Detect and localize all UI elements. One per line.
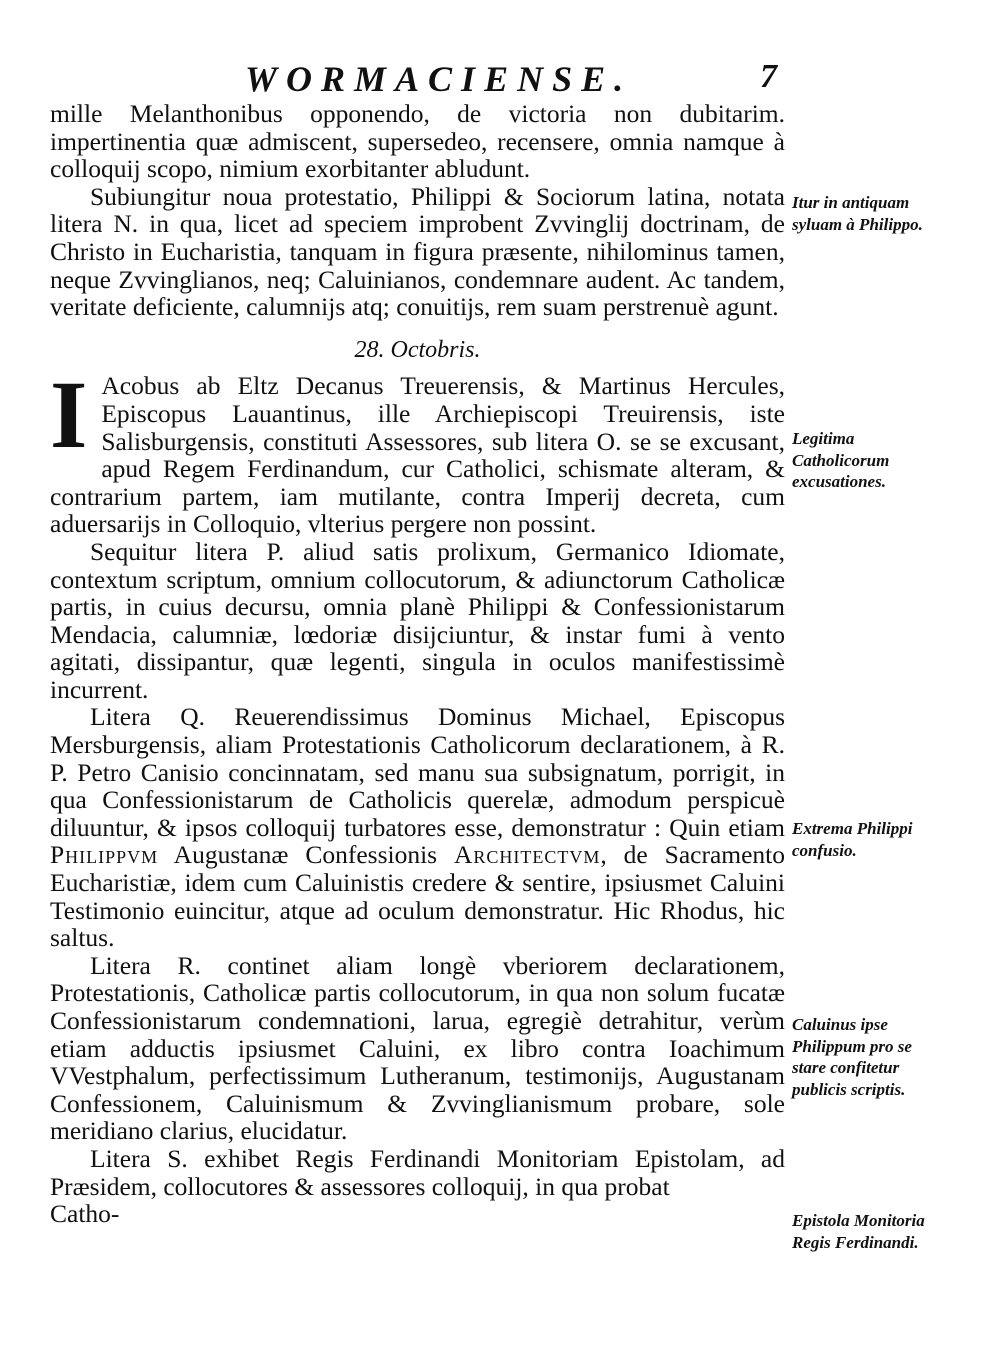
main-text [50,100,785,1228]
paragraph-litera-Q [50,703,785,951]
margin-note-caluinus: Caluinus ipse Philippum pro se stare confitetur publicis scriptis. [792,1015,912,1099]
architectum-smallcaps: Architectvm [453,840,601,870]
paragraph-litera-O [50,361,785,539]
paragraph-litera-P: Sequitur litera P. aliud satis prolixum, Germanico Idiomate, contextum scriptum, omnium collocutorum, & adiunctorum Catholicæ partis, in cuius decursu, omnia planè Philippi & Confessionistarum Mendacia, calumniæ, lœdoriæ disijciuntur, & instar fumi à vento agitati, dissipantur, quæ legenti, singula in oculos manifestissimè incurrent. [50,536,785,704]
page-number: 7 [760,58,777,95]
litera-Q-text-2: Augustanæ Confessionis [158,840,454,870]
philippum-smallcaps: Philippvm [50,840,159,870]
paragraph-litera-S: Litera S. exhibet Regis Ferdinandi Monitoriam Epistolam, ad Præsidem, collocutores & assessores colloquij, in qua probat [50,1143,785,1201]
litera-Q-text-3: , de Sacramento Eucharistiæ, idem cum Caluinistis credere & sentire, ipsiusmet Caluini Testimonio euincitur, atque ad oculum demonstratur. Hic Rhodus, hic saltus. [50,840,785,953]
paragraph-protestatio-N: Subiungitur noua protestatio, Philippi & Sociorum latina, notata litera N. in qua, licet ad speciem improbent Zvvinglij doctrinam, de Christo in Eucharistia, tanquam in figura præsente, nihilominus tamen, neque Zvvinglianos, neq; Caluinianos, condemnare audent. Ac tandem, veritate deficiente, calumnijs atq; conuitijs, rem suam perstrenuè agunt. [50,181,785,322]
margin-note-excusationes: Legitima Catholicorum excusationes. [792,429,890,491]
litera-Q-text-1: Litera Q. Reuerendissimus Dominus Michael, Episcopus Mersburgensis, aliam Protestationis Catholicorum declarationem, à R. P. Petro Canisio concinnatam, sed manu sua subsignatum, porrigit, in qua Confessionistarum de Catholicis querelæ, admodum perspicuè diluuntur, & ipsos colloquij turbatores esse, demonstratur : Quin etiam [50,702,785,842]
running-head: WORMACIENSE. [245,59,633,99]
date-heading: 28. Octobris. [354,336,481,363]
margin-note-syluam: Itur in antiquam syluam à Philippo. [792,193,923,234]
paragraph-litera-R: Litera R. continet aliam longè vberiorem declarationem, Protestationis, Catholicæ partis collocutorum, in qua non solum fucatæ Confessionistarum condemnationi, larua, egregiè detrahitur, verùm etiam adductis ipsiusmet Caluini, ex libro contra Ioachimum VVestphalum, perfectissimum Lutheranum, testimonijs, Augustanam Confessionem, Caluinismum & Zvvinglianismum probare, sole meridiano clarius, elucidatur. [50,950,785,1146]
paragraph-continuation: mille Melanthonibus opponendo, de victoria non dubitarim. impertinentia quæ admiscent, supersedeo, recensere, omnia namque à colloquij scopo, nimium exorbitanter abludunt. [50,99,785,184]
paragraph-litera-O-text: Acobus ab Eltz Decanus Treuerensis, & Martinus Hercules, Episcopus Lauantinus, ille Archiepiscopi Treuirensis, iste Salisburgensis, constituti Assessores, sub litera O. se se excusant, apud Regem Ferdinandum, cur Catholici, schismate alteram, & contrarium partem, iam mutilante, contra Imperij decreta, cum aduersarijs in Colloquio, vlterius pergere non possint. [50,371,785,539]
drop-cap: I [50,361,88,469]
margin-note-epistola: Epistola Monitoria Regis Ferdinandi. [792,1211,925,1252]
catchword: Catho- [50,1199,120,1229]
margin-note-confusio: Extrema Philippi confusio. [792,819,913,860]
